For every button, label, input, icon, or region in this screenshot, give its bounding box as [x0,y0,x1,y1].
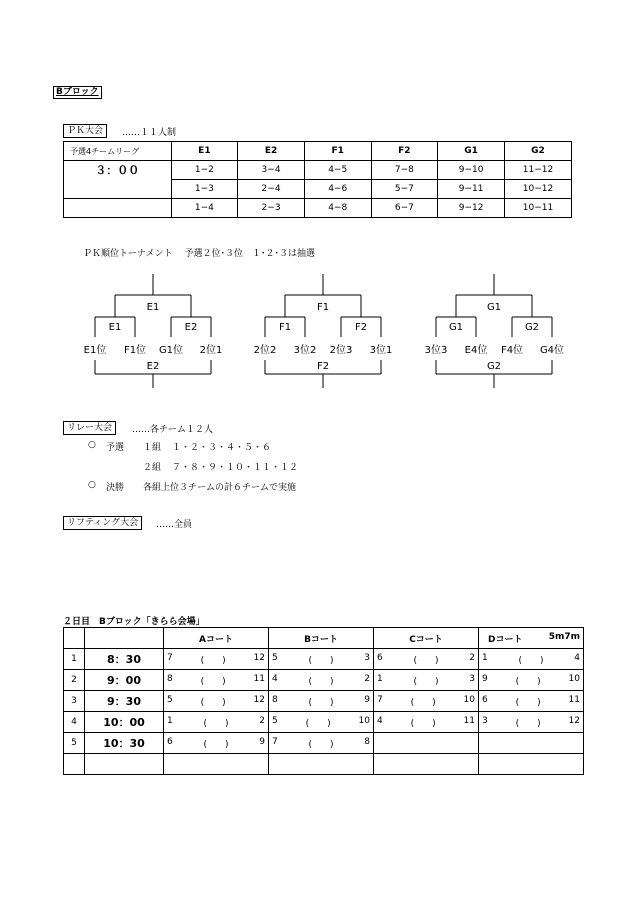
day2-title: ２日目 Bブロック「きらら会場」 [63,617,205,627]
relay-group1-label: １組 [143,443,162,453]
score-paren: ( ) [410,718,436,729]
team-away: 10 [358,715,370,726]
score-paren: ( ) [410,697,436,708]
match-cell: 9−10 [438,161,505,180]
time-cell: 9：30 [85,691,164,712]
court-header: Cコート [374,628,479,649]
team-home: 8 [272,694,278,705]
match-cell: 2−4 [238,180,305,199]
match-cell [479,649,584,670]
team-away: 10 [568,673,580,684]
bracket-leaf: 3位3 [424,345,448,356]
team-away: 2 [259,715,265,726]
team-away: 4 [574,652,580,663]
row-number: 4 [64,712,85,733]
team-away: 2 [469,652,475,663]
team-home: 4 [272,673,278,684]
match-cell: 4−6 [304,180,371,199]
bracket-left-label: G1 [448,322,464,333]
team-home: 1 [482,652,488,663]
match-cell: 6−7 [371,199,438,218]
team-home: 6 [482,694,488,705]
match-cell [164,691,269,712]
table-row [64,691,584,712]
match-cell [479,733,584,754]
match-cell: 2−3 [238,199,305,218]
match-cell: 10−11 [505,199,572,218]
bracket-leaf: 2位2 [253,345,277,356]
bracket-top-label: G1 [486,302,502,313]
match-cell: 5−7 [371,180,438,199]
bracket-left-label: F1 [278,322,292,333]
match-cell [374,691,479,712]
match-cell: 4−5 [304,161,371,180]
match-cell [164,733,269,754]
column-header: G1 [438,142,505,161]
bracket-lines [0,0,636,400]
match-cell [164,670,269,691]
table-row [64,649,584,670]
score-paren: ( ) [413,676,439,687]
match-cell [269,712,374,733]
bracket-top-label: F1 [316,302,330,313]
score-paren: ( ) [203,739,229,750]
match-cell [164,712,269,733]
relay-note: ……各チーム１２人 [132,425,214,435]
empty-cell [164,754,269,775]
team-away: 12 [568,715,580,726]
bracket-left-label: E1 [108,322,122,333]
match-cell [479,712,584,733]
team-home: 8 [167,673,173,684]
time-cell: ３：００ [64,161,172,180]
bracket-leaf: G1位 [158,345,184,356]
relay-group1-teams: １・２・３・４・５・６ [172,443,272,453]
team-away: 9 [259,736,265,747]
bracket-bottom-label: G2 [486,361,502,372]
time-cell: 10：30 [85,733,164,754]
match-cell [479,691,584,712]
relay-final-label: 決勝 [106,483,125,493]
match-cell: 10−12 [505,180,572,199]
team-away: 2 [364,673,370,684]
time-cell: 9：00 [85,670,164,691]
row-number: 1 [64,649,85,670]
match-cell [269,733,374,754]
bracket-leaf: G4位 [539,345,565,356]
score-paren: ( ) [203,718,229,729]
lifting-note: ……全員 [156,520,193,530]
column-header: G2 [505,142,572,161]
table-row [64,670,584,691]
team-away: 10 [463,694,475,705]
score-paren: ( ) [305,718,331,729]
table-row [64,628,584,649]
match-cell: 9−12 [438,199,505,218]
score-paren: ( ) [515,718,541,729]
match-cell [164,649,269,670]
score-paren: ( ) [200,655,226,666]
bracket-leaf: E4位 [464,345,488,356]
team-home: 4 [377,715,383,726]
table-row [64,754,584,775]
bracket-leaf: 2位3 [329,345,353,356]
court-header [479,628,584,649]
team-away: 12 [253,694,265,705]
row-number: 3 [64,691,85,712]
pk-note: ……１１人制 [122,128,177,138]
bracket-right-label: E2 [184,322,198,333]
bracket-leaf: 2位1 [199,345,223,356]
team-home: 5 [272,715,278,726]
team-home: 1 [377,673,383,684]
row-number: 2 [64,670,85,691]
team-away: 12 [253,652,265,663]
team-home: 1 [167,715,173,726]
table-row [64,712,584,733]
relay-group2-teams: ７・８・９・１０・１１・１２ [172,463,299,473]
bracket-leaf: F4位 [500,345,524,356]
team-home: 7 [272,736,278,747]
team-home: 7 [377,694,383,705]
team-home: 3 [482,715,488,726]
team-away: 3 [364,652,370,663]
empty-cell [374,754,479,775]
match-cell: 4−8 [304,199,371,218]
team-home: 7 [167,652,173,663]
score-paren: ( ) [308,676,334,687]
relay-prelim-label: 予選 [106,443,125,453]
team-home: 5 [167,694,173,705]
bullet-mark: ○ [88,440,96,450]
team-away: 9 [364,694,370,705]
match-cell [374,649,479,670]
empty-cell [64,754,85,775]
team-away: 11 [253,673,265,684]
match-cell: 9−11 [438,180,505,199]
match-cell: 1−2 [171,161,238,180]
bracket-right-label: F2 [354,322,368,333]
score-paren: ( ) [308,655,334,666]
row-number: 5 [64,733,85,754]
team-home: 5 [272,652,278,663]
empty-cell [85,628,164,649]
match-cell: 3−4 [238,161,305,180]
score-paren: ( ) [413,655,439,666]
time-cell: 8：30 [85,649,164,670]
column-header: F2 [371,142,438,161]
tournament-brackets [0,0,636,400]
court-d-label: Dコート [488,634,523,645]
court-d-extra: 5m7m [548,631,580,642]
bracket-leaf: E1位 [83,345,107,356]
bracket-leaf: 3位2 [293,345,317,356]
score-paren: ( ) [200,676,226,687]
team-away: 11 [463,715,475,726]
block-title: Bブロック [53,86,102,99]
match-cell [269,670,374,691]
team-away: 8 [364,736,370,747]
empty-cell [64,628,85,649]
team-away: 3 [469,673,475,684]
court-header: Aコート [164,628,269,649]
team-home: 6 [377,652,383,663]
empty-cell [85,754,164,775]
team-home: 6 [167,736,173,747]
match-cell [374,670,479,691]
relay-final-text: 各組上位３チームの計６チームで実施 [143,483,297,493]
match-cell [374,712,479,733]
score-paren: ( ) [308,697,334,708]
relay-label: リレー大会 [63,421,116,435]
pk-label: ＰＫ大会 [63,124,107,138]
day2-schedule-table [63,627,584,775]
match-cell [269,649,374,670]
match-cell [269,691,374,712]
relay-group2-label: ２組 [143,463,162,473]
empty-cell [269,754,374,775]
bracket-bottom-label: E2 [146,361,160,372]
round-label: 予選4チームリーグ [64,142,172,161]
match-cell: 7−8 [371,161,438,180]
score-paren: ( ) [200,697,226,708]
column-header: E2 [238,142,305,161]
bullet-mark: ○ [88,480,96,490]
bracket-bottom-label: F2 [316,361,330,372]
tournament-title: ＰＫ順位トーナメント 予選２位･３位 １･２･３は抽選 [83,249,316,259]
score-paren: ( ) [308,739,334,750]
bracket-right-label: G2 [524,322,540,333]
match-cell [374,733,479,754]
score-paren: ( ) [518,655,544,666]
court-header: Bコート [269,628,374,649]
score-paren: ( ) [515,697,541,708]
empty-cell [479,754,584,775]
bracket-top-label: E1 [146,302,160,313]
lifting-label: リフティング大会 [63,516,142,530]
column-header: F1 [304,142,371,161]
team-away: 11 [568,694,580,705]
time-cell: 10：00 [85,712,164,733]
match-cell: 11−12 [505,161,572,180]
score-paren: ( ) [515,676,541,687]
match-cell [479,670,584,691]
column-header: E1 [171,142,238,161]
team-home: 9 [482,673,488,684]
bracket-leaf: F1位 [123,345,147,356]
table-row [64,733,584,754]
match-cell: 1−3 [171,180,238,199]
match-cell: 1−4 [171,199,238,218]
bracket-leaf: 3位1 [369,345,393,356]
